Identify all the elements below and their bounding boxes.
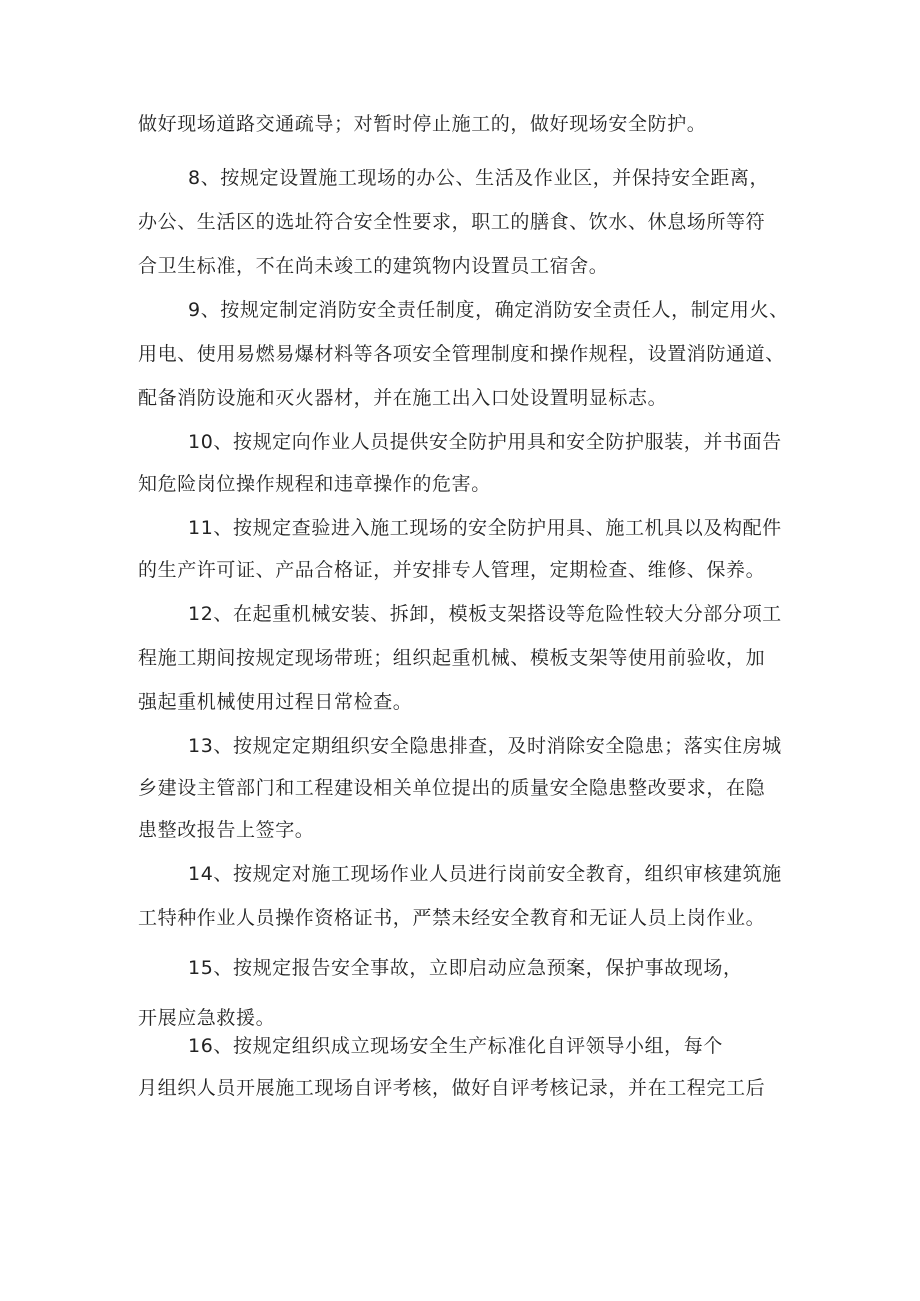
text-line: 知危险岗位操作规程和违章操作的危害。 [138,473,491,495]
text-line: 8、按规定设置施工现场的办公、生活及作业区，并保持安全距离， [188,167,770,189]
text-line: 14、按规定对施工现场作业人员进行岗前安全教育，组织审核建筑施 [188,863,782,885]
text-line: 患整改报告上签字。 [138,819,315,841]
text-line: 12、在起重机械安装、拆卸，模板支架搭设等危险性较大分部分项工 [188,603,782,625]
text-line: 工特种作业人员操作资格证书，严禁未经安全教育和无证人员上岗作业。 [138,907,766,929]
text-line: 13、按规定定期组织安全隐患排查，及时消除安全隐患；落实住房城 [188,735,782,757]
text-line: 10、按规定向作业人员提供安全防护用具和安全防护服装，并书面告 [188,431,782,453]
text-line: 16、按规定组织成立现场安全生产标准化自评领导小组，每个 [188,1035,723,1057]
text-line: 做好现场道路交通疏导；对暂时停止施工的，做好现场安全防护。 [138,113,707,135]
text-line: 9、按规定制定消防安全责任制度，确定消防安全责任人，制定用火、 [188,299,789,321]
text-line: 11、按规定查验进入施工现场的安全防护用具、施工机具以及构配件 [188,517,782,539]
text-line: 办公、生活区的选址符合安全性要求，职工的膳食、饮水、休息场所等符 [138,211,766,233]
text-line: 15、按规定报告安全事故，立即启动应急预案，保护事故现场， [188,957,743,979]
text-line: 乡建设主管部门和工程建设相关单位提出的质量安全隐患整改要求，在隐 [138,777,766,799]
text-line: 月组织人员开展施工现场自评考核，做好自评考核记录，并在工程完工后 [138,1077,766,1099]
text-line: 的生产许可证、产品合格证，并安排专人管理，定期检查、维修、保养。 [138,559,766,581]
text-line: 合卫生标准，不在尚未竣工的建筑物内设置员工宿舍。 [138,255,609,277]
text-line: 开展应急救援。 [138,1007,276,1029]
text-line: 配备消防设施和灭火器材，并在施工出入口处设置明显标志。 [138,387,668,409]
text-line: 程施工期间按规定现场带班；组织起重机械、模板支架等使用前验收，加 [138,647,766,669]
text-line: 用电、使用易燃易爆材料等各项安全管理制度和操作规程，设置消防通道、 [138,343,785,365]
text-line: 强起重机械使用过程日常检查。 [138,691,413,713]
